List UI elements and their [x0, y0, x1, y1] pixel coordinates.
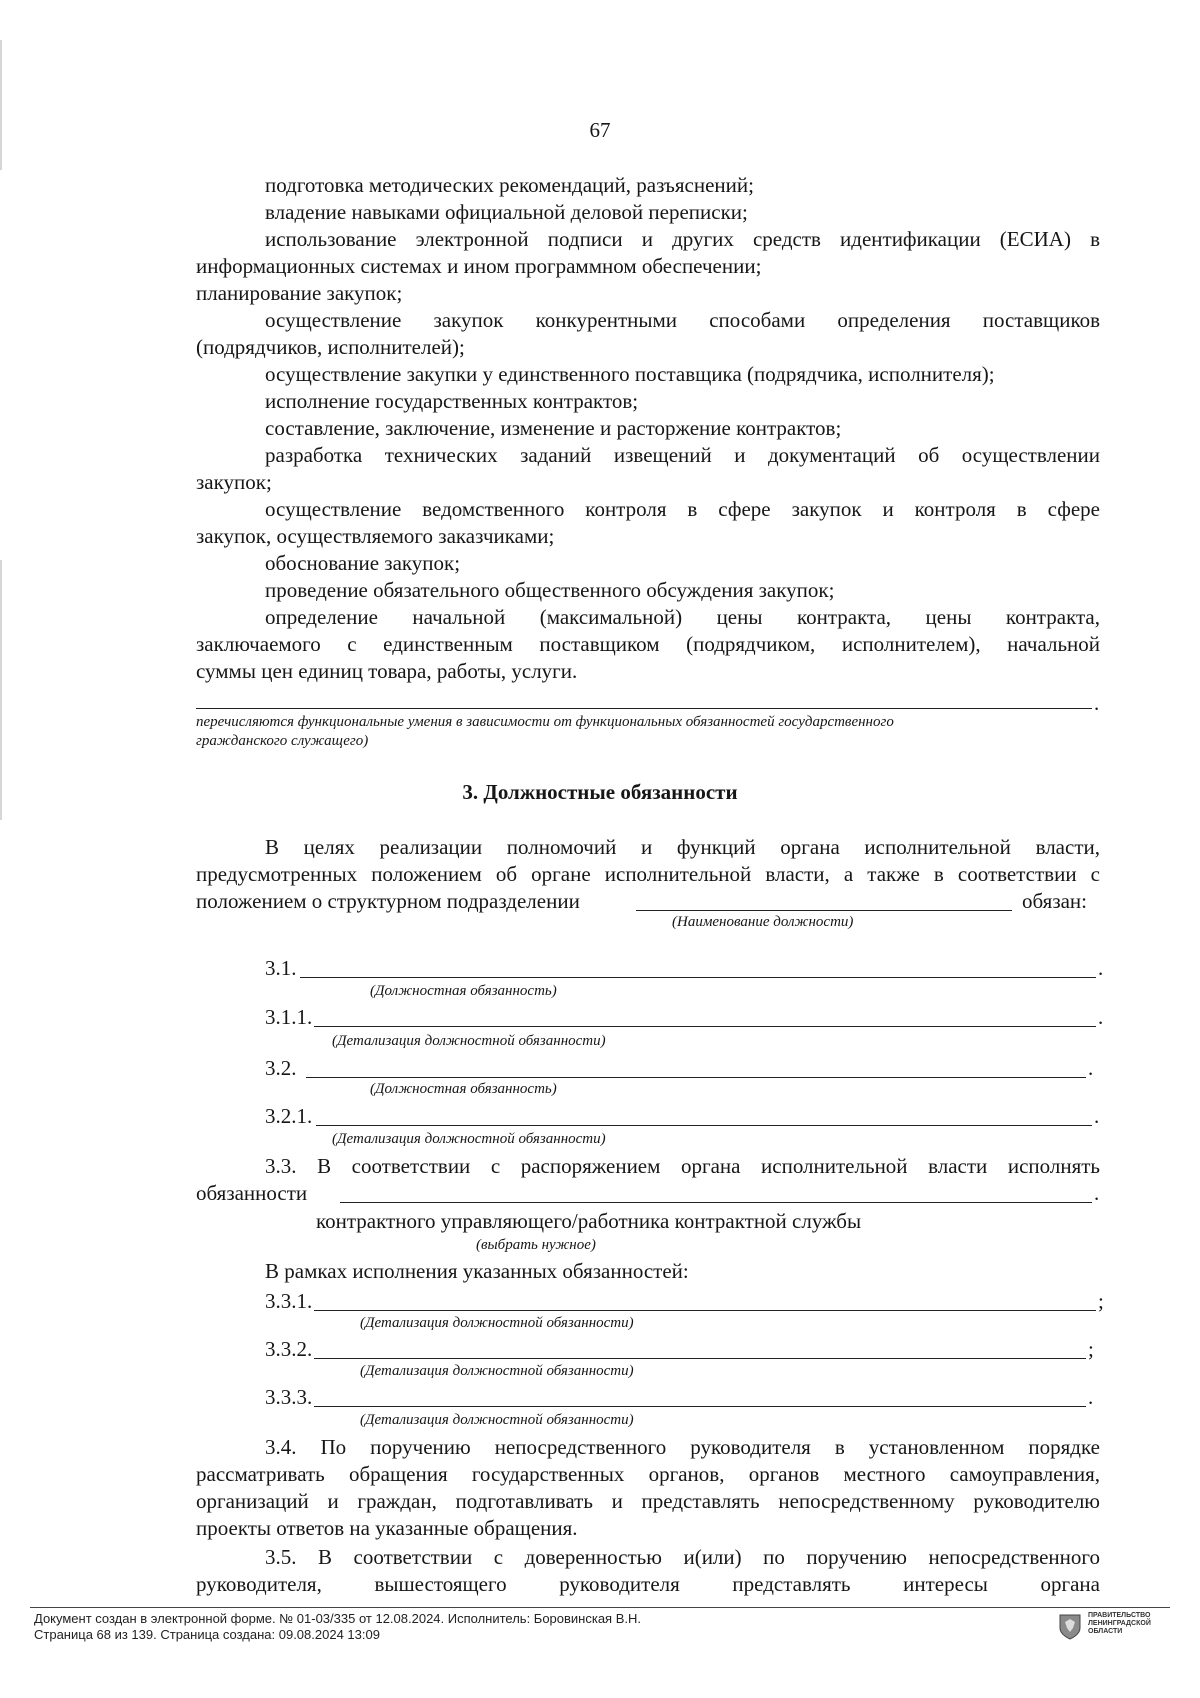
item-number: 3.3.2.: [265, 1337, 313, 1361]
line-end-dot: .: [1098, 956, 1104, 980]
skill-line: планирование закупок;: [196, 281, 403, 305]
line-end-semicolon: ;: [1088, 1337, 1094, 1361]
fill-line: [340, 1202, 1092, 1203]
skill-line: составление, заключение, изменение и расторжение контрактов;: [265, 416, 842, 440]
position-field: [636, 910, 1012, 911]
fill-line: [314, 1406, 1086, 1407]
fill-line: [314, 1358, 1086, 1359]
line-end-dot: .: [1094, 1181, 1100, 1205]
paragraph-line: проекты ответов на указанные обращения.: [196, 1516, 578, 1540]
paragraph-line: 3.4. По поручению непосредственного руководителя в установленном порядке: [265, 1435, 1100, 1459]
skill-line: осуществление закупки у единственного поставщика (подрядчика, исполнителя);: [265, 362, 995, 386]
logo-text: ПРАВИТЕЛЬСТВО ЛЕНИНГРАДСКОЙ ОБЛАСТИ: [1088, 1612, 1151, 1635]
fill-line: [314, 1310, 1096, 1311]
item-number: 3.1.: [265, 956, 297, 980]
footer-page-info: Страница 68 из 139. Страница создана: 09.08.2024 13:09: [34, 1627, 380, 1642]
line-end-dot: .: [1094, 691, 1100, 715]
skill-line: использование электронной подписи и других средств идентификации (ЕСИА) в: [265, 227, 1100, 251]
skill-line: определение начальной (максимальной) цены контракта, цены контракта,: [265, 605, 1100, 629]
role-text: контрактного управляющего/работника контрактной службы: [316, 1209, 862, 1233]
paragraph-line: 3.3. В соответствии с распоряжением органа исполнительной власти исполнять: [265, 1154, 1100, 1178]
footer-doc-info: Документ создан в электронной форме. № 01-03/335 от 12.08.2024. Исполнитель: Боровинская В.Н.: [34, 1611, 641, 1626]
paragraph-line: 3.5. В соответствии с доверенностью и(или) по поручению непосредственного: [265, 1545, 1100, 1569]
detail-caption: (Детализация должностной обязанности): [360, 1363, 634, 1379]
skill-line: закупок, осуществляемого заказчиками;: [196, 524, 555, 548]
line-end-dot: .: [1094, 1104, 1100, 1128]
skill-line: владение навыками официальной деловой переписки;: [265, 200, 748, 224]
skill-line: исполнение государственных контрактов;: [265, 389, 639, 413]
coat-of-arms-logo: [1058, 1613, 1082, 1641]
detail-caption: (Детализация должностной обязанности): [360, 1412, 634, 1428]
paragraph-line: руководителя, вышестоящего руководителя представлять интересы органа: [196, 1572, 1100, 1596]
paragraph-line: обязан:: [1022, 889, 1088, 913]
fill-line: [300, 977, 1096, 978]
item-number: 3.3.1.: [265, 1289, 313, 1313]
skill-line: суммы цен единиц товара, работы, услуги.: [196, 659, 578, 683]
duty-caption: (Должностная обязанность): [370, 1081, 557, 1097]
skill-line: (подрядчиков, исполнителей);: [196, 335, 465, 359]
detail-caption: (Детализация должностной обязанности): [360, 1315, 634, 1331]
skills-note: перечисляются функциональные умения в зависимости от функциональных обязанностей государственного: [196, 714, 894, 730]
detail-caption: (Детализация должностной обязанности): [332, 1033, 606, 1049]
paragraph-line: обязанности: [196, 1181, 308, 1205]
page-number: 67: [589, 118, 611, 142]
item-number: 3.2.1.: [265, 1104, 313, 1128]
paragraph-line: положением о структурном подразделении: [196, 889, 580, 913]
fill-line: [316, 1125, 1092, 1126]
line-end-dot: .: [1088, 1056, 1094, 1080]
item-number: 3.3.3.: [265, 1385, 313, 1409]
paragraph-line: организаций и граждан, подготавливать и представлять непосредственному руководителю: [196, 1489, 1100, 1513]
position-caption: (Наименование должности): [672, 914, 854, 930]
footer-divider: [30, 1607, 1170, 1608]
skill-line: подготовка методических рекомендаций, разъяснений;: [265, 173, 754, 197]
paragraph-line: В рамках исполнения указанных обязанностей:: [265, 1259, 689, 1283]
skill-line: осуществление ведомственного контроля в сфере закупок и контроля в сфере: [265, 497, 1100, 521]
fill-line: [306, 1077, 1086, 1078]
fill-line: [196, 708, 1092, 709]
skill-line: информационных системах и ином программном обеспечении;: [196, 254, 762, 278]
skill-line: обоснование закупок;: [265, 551, 461, 575]
paragraph-line: В целях реализации полномочий и функций органа исполнительной власти,: [265, 835, 1100, 859]
skill-line: закупок;: [196, 470, 272, 494]
item-number: 3.2.: [265, 1056, 297, 1080]
skill-line: проведение обязательного общественного обсуждения закупок;: [265, 578, 835, 602]
paragraph-line: предусмотренных положением об органе исполнительной власти, а также в соответствии с: [196, 862, 1100, 886]
scan-edge-mark: [0, 40, 2, 170]
choose-caption: (выбрать нужное): [476, 1237, 596, 1253]
duty-caption: (Должностная обязанность): [370, 983, 557, 999]
skill-line: заключаемого с единственным поставщиком (подрядчиком, исполнителем), начальной: [196, 632, 1100, 656]
fill-line: [314, 1026, 1096, 1027]
line-end-semicolon: ;: [1098, 1289, 1104, 1313]
section-heading: 3. Должностные обязанности: [462, 780, 738, 804]
skills-note: гражданского служащего): [196, 733, 369, 749]
line-end-dot: .: [1088, 1385, 1094, 1409]
paragraph-line: рассматривать обращения государственных органов, органов местного самоуправления,: [196, 1462, 1100, 1486]
skill-line: осуществление закупок конкурентными способами определения поставщиков: [265, 308, 1100, 332]
detail-caption: (Детализация должностной обязанности): [332, 1131, 606, 1147]
item-number: 3.1.1.: [265, 1005, 313, 1029]
line-end-dot: .: [1098, 1005, 1104, 1029]
skill-line: разработка технических заданий извещений и документаций об осуществлении: [265, 443, 1100, 467]
